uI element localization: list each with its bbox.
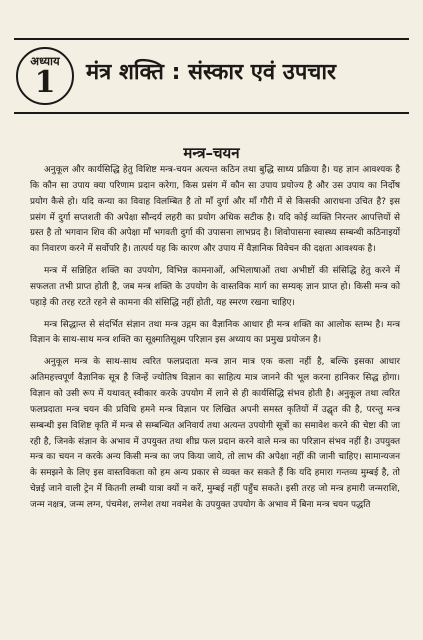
paragraph: मन्त्र में सन्निहित शक्ति का उपयोग, विभिन्न कामनाओं, अभिलाषाओं तथा अभीष्टों की संसिद्धि हेतु करने में सफलता तभी प्राप्त होती है, जब मन्त्र शक्ति के उपयोग के वास्तविक मार्ग का सम्यक् ज्ञान प्राप्त हो। किसी मन्त्र को पहाड़े की तरह रटते रहने से कामना की संसिद्धि नहीं होती, यह स्मरण रखना चाहिए। <box>30 266 400 308</box>
chapter-number: 1 <box>34 65 56 100</box>
body-text <box>30 163 400 514</box>
chapter-label: अध्याय <box>30 54 60 68</box>
section-heading: मन्त्र–चयन <box>183 144 240 162</box>
chapter-title: मंत्र शक्ति : संस्कार एवं उपचार <box>86 60 337 85</box>
chapter-number-badge <box>16 47 74 105</box>
chapter-header-top-rule <box>14 38 409 40</box>
paragraph: अनुकूल और कार्यसिद्धि हेतु विशिष्ट मन्त्र-चयन अत्यन्त कठिन तथा बुद्धि साध्य प्रक्रिया है। यह ज्ञान आवश्यक है कि कौन सा उपाय क्या परिणाम प्रदान करेगा, किस प्रसंग में कौन सा उपाय प्रयोज्य है और उस उपाय का निर्दोष प्रयोग कैसे हो। यदि कन्या का विवाह विलम्बित है तो माँ दुर्गा और माँ गौरी में से किसकी आराधना उचित है? इस प्रसंग में दुर्गा सप्तशती की अपेक्षा सौन्दर्य लहरी का प्रयोग अधिक सटीक है। यदि कोई व्यक्ति निरन्तर आपत्तियों से ग्रस्त है तो भगवान शिव की अपेक्षा माँ भगवती दुर्गा की उपासना लाभप्रद है। शिवोपासना स्वास्थ्य सम्बन्धी कठिनाइयों का निवारण करने में सर्वोपरि है। तात्पर्य यह कि कारण और उपाय में वैज्ञानिक विवेचन की दक्षता आवश्यक है। <box>30 165 400 255</box>
paragraph: अनुकूल मन्त्र के साथ-साथ त्वरित फलप्रदाता मन्त्र ज्ञान मात्र एक कला नहीं है, बल्कि इसका आधार अतिमहत्त्वपूर्ण वैज्ञानिक सूत्र है जिन्हें ज्योतिष विज्ञान का साहित्य मात्र जानने की भूल करना हानिकर सिद्ध होगा। विज्ञान को उसी रूप में यथावत् स्वीकार करके उपयोग में लाने से ही कार्यसिद्धि संभव होती है। अनुकूल तथा त्वरित फलप्रदाता मन्त्र चयन की प्रविधि हमने मन्त्र विज्ञान पर लिखित अपनी समस्त कृतियों में उद्घृत की है, परन्तु मन्त्र सम्बन्धी इस विशिष्ट कृति में मन्त्र से सम्बन्धित अनिवार्य तथा अत्यन्त उपयोगी सूत्रों का समावेश करने की चेष्टा की जा रही है, जिनके संज्ञान के अभाव में उपयुक्त तथा शीघ्र फल प्रदान करने वाले मन्त्र का परिज्ञान संभव नहीं है। उपयुक्त मन्त्र का चयन न करके अन्य किसी मन्त्र का जप किया जाये, तो लाभ की अपेक्षा नहीं की जानी चाहिए। सामान्यजन के समझने के लिए इस वास्तविकता को हम अन्य प्रकार से व्यक्त कर सकते हैं कि यदि हमारा गन्तव्य मुम्बई है, तो चेन्नई जाने वाली ट्रेन में कितनी लम्बी यात्रा क्यों न करें, मुम्बई नहीं पहुँच सकते। इसी तरह जो मन्त्र हमारी जन्मराशि, जन्म नक्षत्र, जन्म लग्न, पंचमेश, लग्नेश तथा नवमेश के उपयुक्त उपयोग के अभाव में बिना मन्त्र चयन पद्धति <box>30 357 400 510</box>
chapter-header-bottom-rule <box>14 112 409 114</box>
paragraph: मन्त्र सिद्धान्त से संदर्भित संज्ञान तथा मन्त्र उद्गम का वैज्ञानिक आधार ही मन्त्र शक्ति का आलोक स्तम्भ है। मन्त्र विज्ञान के साथ-साथ मन्त्र शक्ति का सूक्ष्मातिसूक्ष्म परिज्ञान इस अध्याय का प्रमुख प्रयोजन है। <box>30 319 400 346</box>
